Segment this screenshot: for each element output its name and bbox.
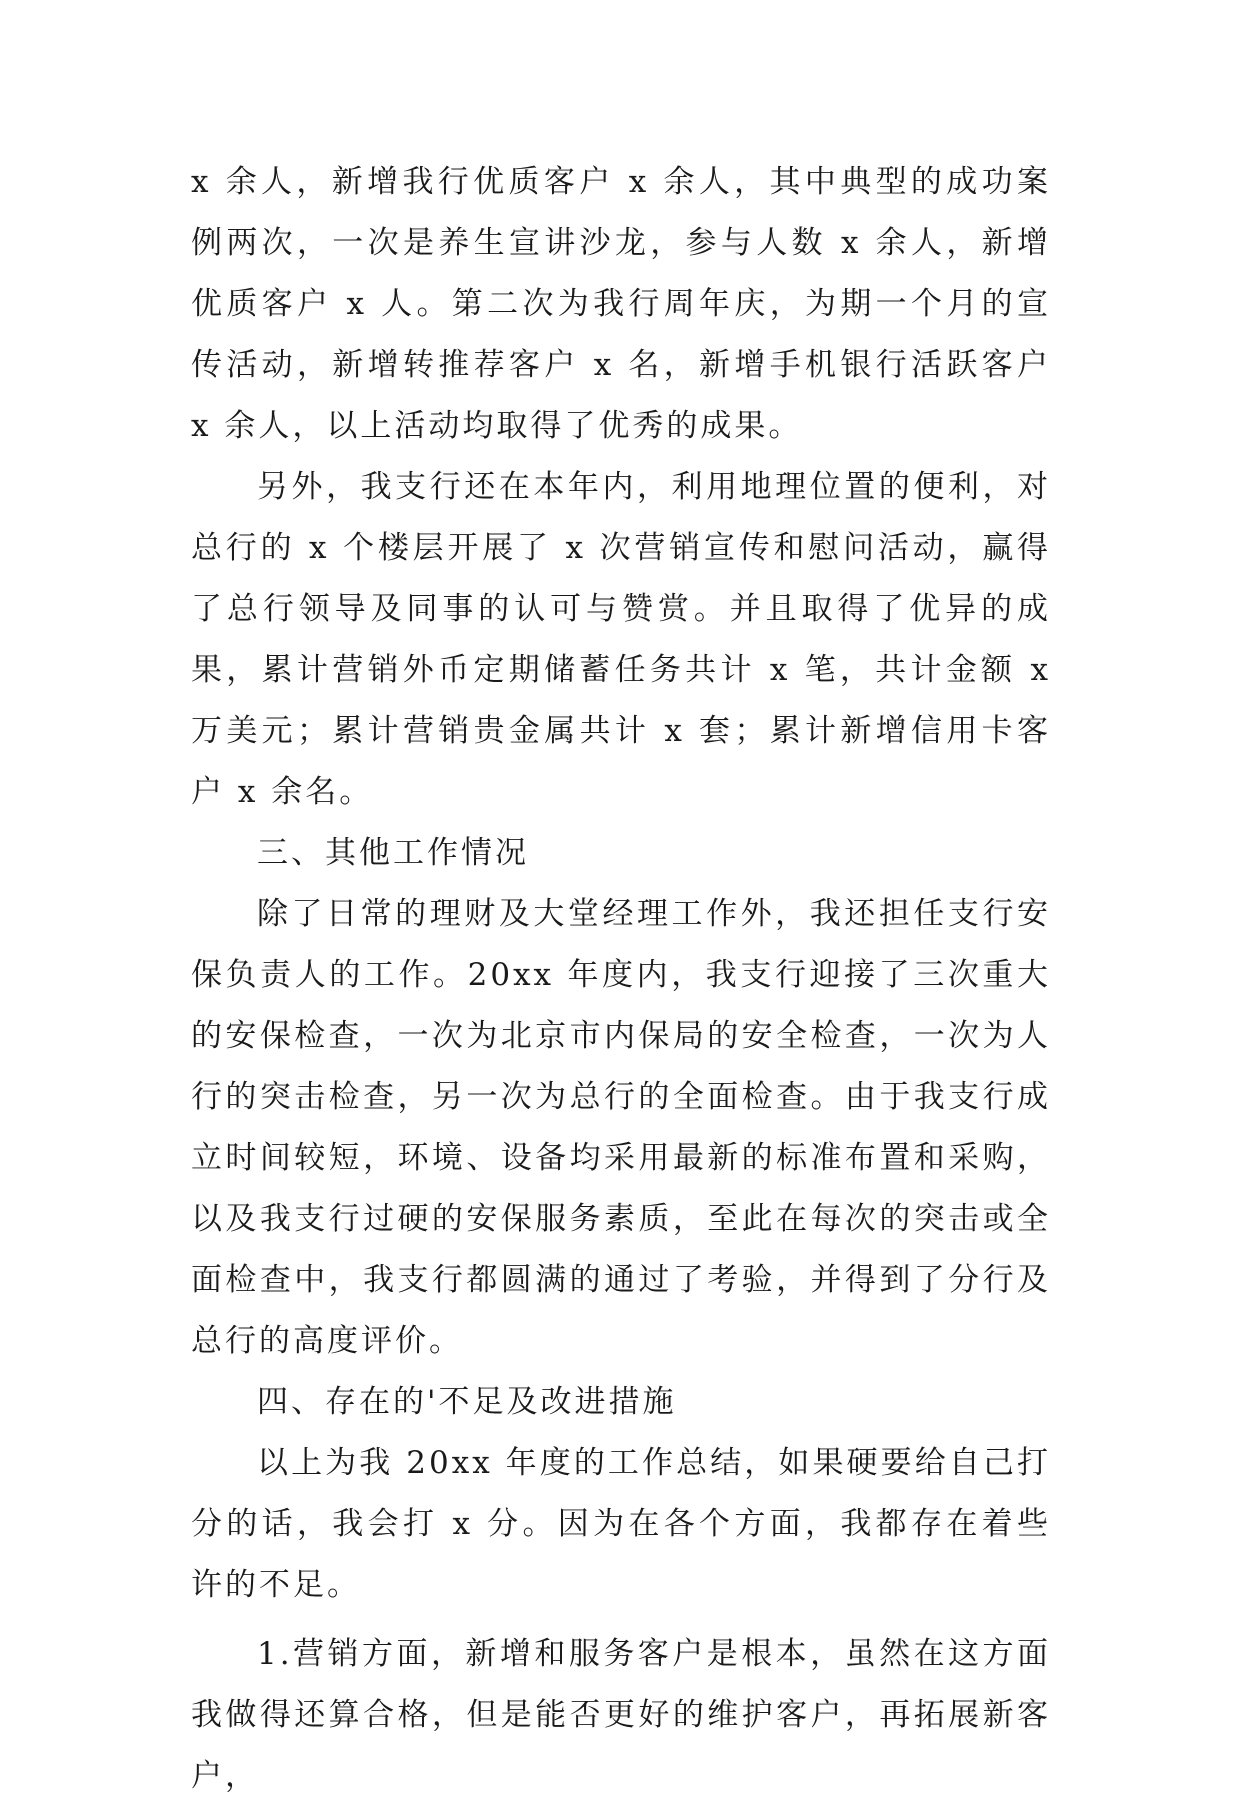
document-body — [191, 152, 1051, 1807]
paragraph-continuation: x 余人，新增我行优质客户 x 余人，其中典型的成功案例两次，一次是养生宣讲沙龙，参与人数 x 余人，新增优质客户 x 人。第二次为我行周年庆，为期一个月的宣传活动，新增转推荐客户 x 名，新增手机银行活跃客户 x 余人，以上活动均取得了优秀的成果。 — [191, 164, 1051, 444]
paragraph-headquarters-marketing: 另外，我支行还在本年内，利用地理位置的便利，对总行的 x 个楼层开展了 x 次营销宣传和慰问活动，赢得了总行领导及同事的认可与赞赏。并且取得了优异的成果，累计营销外币定期储蓄任务共计 x 笔，共计金额 x 万美元；累计营销贵金属共计 x 套；累计新增信用卡客户 x 余名。 — [191, 469, 1051, 810]
section-heading-shortcomings: 四、存在的'不足及改进措施 — [257, 1384, 677, 1420]
section-heading-other-work: 三、其他工作情况 — [257, 835, 529, 871]
paragraph-self-assessment: 以上为我 20xx 年度的工作总结，如果硬要给自己打分的话，我会打 x 分。因为在各个方面，我都存在着些许的不足。 — [191, 1445, 1051, 1603]
paragraph-marketing-point: 1.营销方面，新增和服务客户是根本，虽然在这方面我做得还算合格，但是能否更好的维护客户，再拓展新客户， — [191, 1636, 1051, 1794]
paragraph-security-work: 除了日常的理财及大堂经理工作外，我还担任支行安保负责人的工作。20xx 年度内，我支行迎接了三次重大的安保检查，一次为北京市内保局的安全检查，一次为人行的突击检查，另一次为总行的全面检查。由于我支行成立时间较短，环境、设备均采用最新的标准布置和采购，以及我支行过硬的安保服务素质，至此在每次的突击或全面检查中，我支行都圆满的通过了考验，并得到了分行及总行的高度评价。 — [191, 896, 1051, 1359]
